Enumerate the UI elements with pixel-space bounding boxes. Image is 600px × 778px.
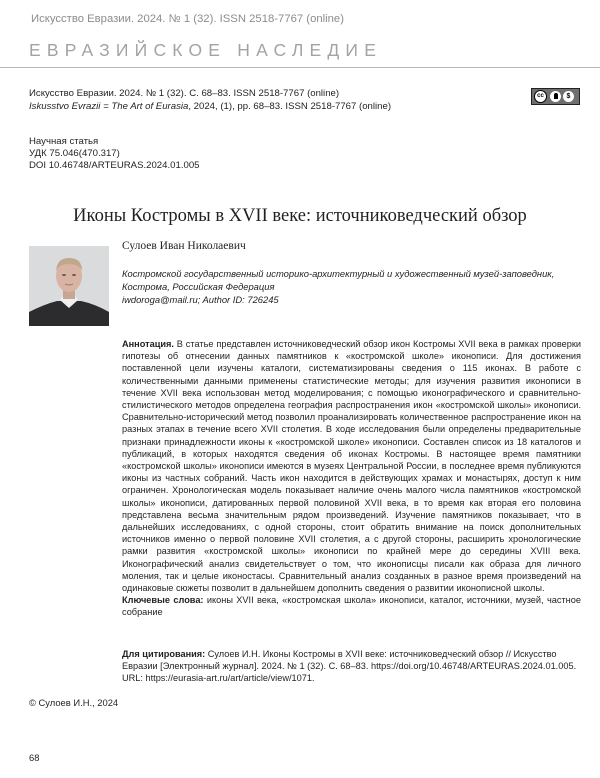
journal-name: ЕВРАЗИЙСКОЕ НАСЛЕДИЕ [29, 40, 383, 60]
author-photo [29, 246, 109, 326]
by-icon [550, 91, 561, 102]
author-contact: iwdoroga@mail.ru; Author ID: 726245 [122, 294, 279, 305]
page-number: 68 [29, 752, 40, 763]
author-location: Кострома, Российская Федерация [122, 281, 275, 292]
nc-icon: $ [563, 91, 574, 102]
citation-line-ru: Искусство Евразии. 2024. № 1 (32). С. 68–83. ISSN 2518-7767 (online) [29, 88, 340, 99]
udk: УДК 75.046(470.317) [29, 148, 120, 159]
citation-text: Сулоев И.Н. Иконы Костромы в XVII веке: источниковедческий обзор // Искусство Евразии [Электронный журнал]. 2024. № 1 (32). С. 68–83. https://doi.org/10.46748/ARTEURAS.2024.01.005. URL: https://eurasia-art.ru/art/article/view/1071. [122, 649, 577, 684]
citation-block [122, 648, 581, 685]
header-divider [0, 67, 600, 68]
cc-icon: cc [534, 90, 547, 103]
article-type: Научная статья [29, 136, 99, 147]
citation-line-en [29, 101, 391, 112]
copyright: © Сулоев И.Н., 2024 [29, 697, 119, 708]
journal-title-en: Iskusstvo Evrazii = The Art of Eurasia [29, 101, 189, 112]
article-title: Иконы Костромы в XVII веке: источниковедческий обзор [73, 206, 527, 226]
doi[interactable]: DOI 10.46748/ARTEURAS.2024.01.005 [29, 160, 200, 171]
author-affiliation: Костромской государственный историко-архитектурный и художественный музей-заповедник, [122, 268, 555, 279]
keywords-label: Ключевые слова: [122, 595, 204, 606]
cc-by-nc-icon[interactable] [531, 88, 580, 105]
abstract-label: Аннотация. [122, 339, 174, 349]
citation-line-en-rest: , 2024, (1), pp. 68–83. ISSN 2518-7767 (online) [188, 101, 392, 112]
author-name: Сулоев Иван Николаевич [122, 240, 246, 252]
running-head: Искусство Евразии. 2024. № 1 (32). ISSN 2518-7767 (online) [31, 13, 344, 25]
abstract [122, 338, 581, 619]
keywords-text: иконы XVII века, «костромская школа» иконописи, каталог, источники, музей, частное собрание [122, 595, 581, 618]
citation-label: Для цитирования: [122, 649, 206, 659]
abstract-text: В статье представлен источниковедческий обзор икон Костромы XVII века в рамках проверки гипотезы об отнесении данных памятников к «костромской школе» иконописи. Для достижения поставленной цели изучены каталоги, систематизированы сведения о 115 иконах. В работе с количественными данными применены статистические методы; для изучения развития иконописи в течение XVII века использован метод моделирования; с помощью иконографического и сравнительно-стилистического методов определена география распространения икон «костромской школы» иконописи. Сравнительно-исторический метод позволил проанализировать количественное распространение икон на разных этапах в течение всего XVII столетия. В ходе исследования были определены предварительные признаки принадлежности иконы к «костромской школе» иконописи. Составлен список из 18 каталогов и публикаций, в которых находятся сведения об иконах Костромы. В настоящее время памятники «костромской школы» иконописи имеются в музеях Центральной России, в последнее время публикуются иконы из частных собраний. Часть икон находится в действующих храмах и монастырях, доступ к ним ограничен. Хронологическая модель показывает наличие очень малого числа памятников «костромской школы» иконописи, датированных первой половиной XVII века, в то время как вторая его половина представлена весьма значительным рядом произведений. Изучение памятников показывает, что в дальнейших исследованиях, с одной стороны, стоит обратить внимание на поиск дополнительных источников именно о первой половине XVII столетия, а с другой стороны, расширить хронологические рамки развития «костромской школы» иконописи по крайней мере до середины XVIII века. Иконографический анализ свидетельствует о том, что иконописцы писали как образа для личного моления, так и целые иконостасы. Сравнительный анализ созданных в разное время произведений на одинаковые сюжеты позволит в дальнейшем дополнить сведения о развитии иконописной школы. [122, 339, 581, 594]
